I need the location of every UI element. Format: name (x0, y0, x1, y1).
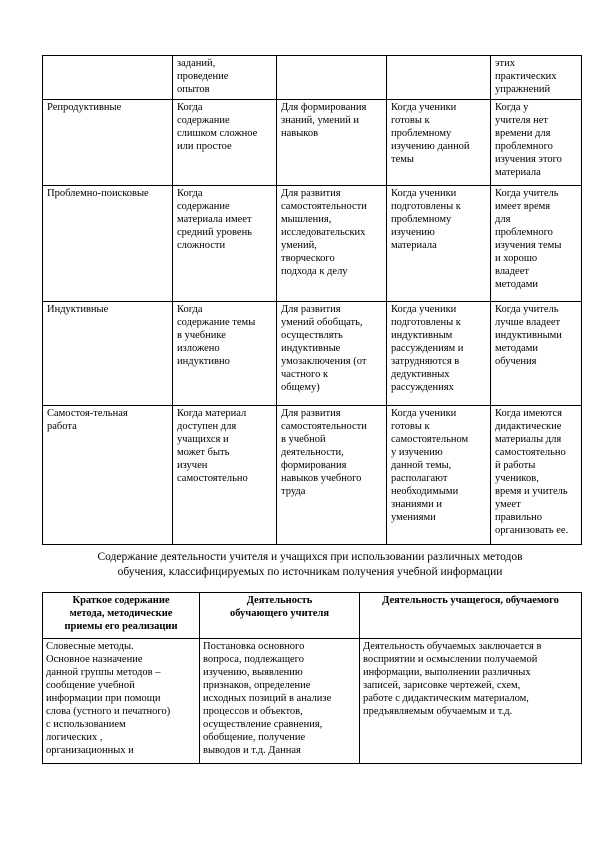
table-row (43, 56, 582, 100)
table-cell (277, 56, 387, 100)
table-header-row (43, 593, 582, 639)
table-cell: Когда имеются дидактические материалы для самостоятельно й работы учеников, время и учитель умеет правильно организовать ее. (491, 406, 582, 545)
table-row (43, 186, 582, 302)
table-cell: Когда содержание темы в учебнике изложено индуктивно (173, 302, 277, 406)
table-cell: Для формирования знаний, умений и навыков (277, 100, 387, 186)
column-header: Краткое содержание метода, методические приемы его реализации (43, 593, 200, 639)
table-cell: Словесные методы. Основное назначение данной группы методов – сообщение учебной информации при помощи слова (устного и печатного) с использованием логических , организационных и (43, 639, 200, 764)
table-row (43, 100, 582, 186)
column-header: Деятельность учащегося, обучаемого (360, 593, 582, 639)
table-row (43, 302, 582, 406)
table-cell: Когда материал доступен для учащихся и может быть изучен самостоятельно (173, 406, 277, 545)
table-cell: Когда ученики подготовлены к проблемному изучению материала (387, 186, 491, 302)
table-cell (387, 56, 491, 100)
table-cell: Когда содержание материала имеет средний уровень сложности (173, 186, 277, 302)
table-cell: Когда у учителя нет времени для проблемного изучения этого материала (491, 100, 582, 186)
table-cell: Самостоя-тельная работа (43, 406, 173, 545)
table-cell: этих практических упражнений (491, 56, 582, 100)
table-cell: Индуктивные (43, 302, 173, 406)
table-cell: Когда учитель имеет время для проблемного изучения темы и хорошо владеет методами (491, 186, 582, 302)
table-cell: Репродуктивные (43, 100, 173, 186)
table-cell: Постановка основного вопроса, подлежащего изучению, выявлению признаков, определение исходных позиций в анализе процессов и объектов, осуществление сравнения, обобщение, получение выводов и т.д. Данная (200, 639, 360, 764)
table-cell: Когда содержание слишком сложное или простое (173, 100, 277, 186)
table-cell: Когда ученики готовы к самостоятельном у изучению данной темы, располагают необходимыми знаниями и умениями (387, 406, 491, 545)
table-cell: Когда ученики готовы к проблемному изучению данной темы (387, 100, 491, 186)
table-cell: Для развития самостоятельности мышления, исследовательских умений, творческого подхода к делу (277, 186, 387, 302)
table-cell: Для развития самостоятельности в учебной деятельности, формирования навыков учебного труда (277, 406, 387, 545)
table-cell (43, 56, 173, 100)
table-cell: Деятельность обучаемых заключается в восприятии и осмыслении получаемой информации, выполнении различных записей, зарисовке чертежей, схем, работе с дидактическим материалом, предъявляемым обучаемым и т.д. (360, 639, 582, 764)
table-cell: Для развития умений обобщать, осуществлять индуктивные умозаключения (от частного к общему) (277, 302, 387, 406)
table-cell: Проблемно-поисковые (43, 186, 173, 302)
column-header: Деятельность обучающего учителя (200, 593, 360, 639)
table-row (43, 639, 582, 764)
table-cell: Когда учитель лучше владеет индуктивными методами обучения (491, 302, 582, 406)
methods-selection-table (42, 55, 582, 545)
table-cell: заданий, проведение опытов (173, 56, 277, 100)
table-caption: Содержание деятельности учителя и учащихся при использовании различных методов обучения, классифицируемых по источникам получения учебной информации (97, 551, 523, 578)
table-cell: Когда ученики подготовлены к индуктивным рассуждениям и затрудняются в дедуктивных рассуждениях (387, 302, 491, 406)
table-row (43, 406, 582, 545)
methods-activity-table (42, 592, 582, 764)
